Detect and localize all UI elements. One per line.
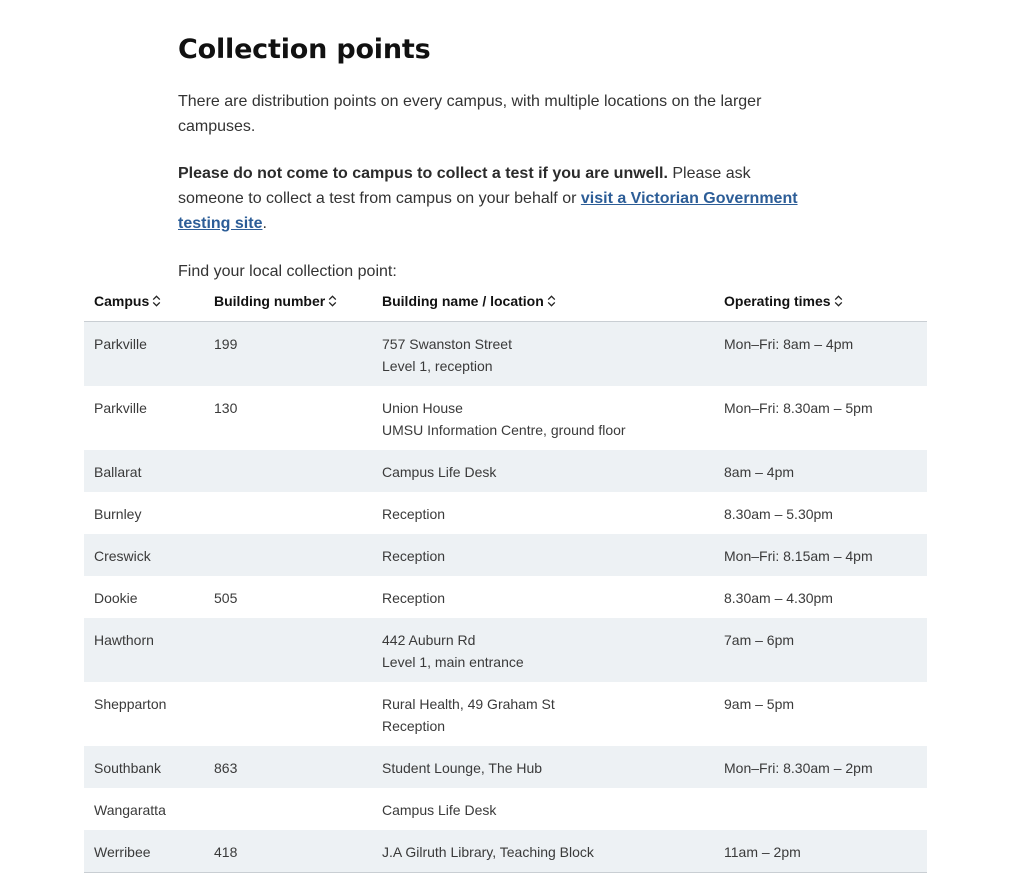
cell-operating-times: Mon–Fri: 8.15am – 4pm bbox=[714, 534, 927, 576]
cell-building-number: 130 bbox=[204, 386, 372, 450]
table-row bbox=[84, 534, 927, 576]
table-row bbox=[84, 788, 927, 830]
building-name-line1: 442 Auburn Rd bbox=[382, 632, 476, 648]
cell-building-number: 863 bbox=[204, 746, 372, 788]
cell-campus: Dookie bbox=[84, 576, 204, 618]
cell-campus: Parkville bbox=[84, 322, 204, 387]
cell-campus: Creswick bbox=[84, 534, 204, 576]
cell-building-name: Student Lounge, The Hub bbox=[372, 746, 714, 788]
table-header-row bbox=[84, 280, 927, 322]
cell-building-name: Reception bbox=[372, 492, 714, 534]
cell-building-number: 199 bbox=[204, 322, 372, 387]
intro-paragraph: There are distribution points on every campus, with multiple locations on the larger campuses. bbox=[178, 93, 762, 135]
cell-campus: Shepparton bbox=[84, 682, 204, 746]
column-header-label: Building number bbox=[214, 292, 326, 309]
cell-building-name: Reception bbox=[372, 534, 714, 576]
building-name-line2: Level 1, reception bbox=[382, 358, 493, 374]
cell-campus: Werribee bbox=[84, 830, 204, 873]
table-row bbox=[84, 618, 927, 682]
cell-operating-times: Mon–Fri: 8.30am – 5pm bbox=[714, 386, 927, 450]
cell-building-number bbox=[204, 682, 372, 746]
cell-building-name bbox=[372, 618, 714, 682]
cell-campus: Burnley bbox=[84, 492, 204, 534]
table-row bbox=[84, 450, 927, 492]
column-header-campus[interactable] bbox=[84, 280, 204, 322]
cell-building-number: 418 bbox=[204, 830, 372, 873]
table-row bbox=[84, 682, 927, 746]
cell-campus: Hawthorn bbox=[84, 618, 204, 682]
collection-points-table-wrapper bbox=[84, 280, 927, 873]
sort-updown-icon bbox=[152, 295, 161, 307]
warning-text: Please ask someone to collect a test from campus on your behalf or bbox=[178, 165, 751, 207]
cell-building-name bbox=[372, 322, 714, 387]
cell-building-number bbox=[204, 534, 372, 576]
cell-campus: Ballarat bbox=[84, 450, 204, 492]
cell-building-number bbox=[204, 492, 372, 534]
table-row bbox=[84, 386, 927, 450]
column-header-label: Campus bbox=[94, 292, 150, 309]
cell-building-number: 505 bbox=[204, 576, 372, 618]
table-row bbox=[84, 492, 927, 534]
warning-paragraph bbox=[178, 161, 818, 236]
cell-operating-times bbox=[714, 788, 927, 830]
cell-campus: Wangaratta bbox=[84, 788, 204, 830]
cell-building-name bbox=[372, 682, 714, 746]
cell-building-name bbox=[372, 386, 714, 450]
collection-points-table bbox=[84, 280, 927, 873]
cell-building-number bbox=[204, 618, 372, 682]
building-name-line1: Rural Health, 49 Graham St bbox=[382, 696, 555, 712]
main-content bbox=[178, 30, 818, 284]
cell-building-name: Campus Life Desk bbox=[372, 450, 714, 492]
sort-updown-icon bbox=[834, 295, 843, 307]
cell-campus: Southbank bbox=[84, 746, 204, 788]
cell-operating-times: Mon–Fri: 8am – 4pm bbox=[714, 322, 927, 387]
cell-operating-times: 8.30am – 4.30pm bbox=[714, 576, 927, 618]
warning-end: . bbox=[262, 215, 267, 232]
cell-building-number bbox=[204, 788, 372, 830]
sort-updown-icon bbox=[328, 295, 337, 307]
column-header-building-number[interactable] bbox=[204, 280, 372, 322]
table-row bbox=[84, 576, 927, 618]
cell-building-name: J.A Gilruth Library, Teaching Block bbox=[372, 830, 714, 873]
column-header-label: Operating times bbox=[724, 292, 831, 309]
building-name-line2: Level 1, main entrance bbox=[382, 654, 524, 670]
cell-campus: Parkville bbox=[84, 386, 204, 450]
cell-operating-times: 8am – 4pm bbox=[714, 450, 927, 492]
building-name-line1: 757 Swanston Street bbox=[382, 336, 512, 352]
warning-bold-text: Please do not come to campus to collect a test if you are unwell. bbox=[178, 165, 668, 182]
cell-operating-times: 9am – 5pm bbox=[714, 682, 927, 746]
cell-operating-times: 8.30am – 5.30pm bbox=[714, 492, 927, 534]
sort-updown-icon bbox=[547, 295, 556, 307]
cell-building-name: Reception bbox=[372, 576, 714, 618]
table-row bbox=[84, 746, 927, 788]
column-header-operating-times[interactable] bbox=[714, 280, 927, 322]
cell-operating-times: Mon–Fri: 8.30am – 2pm bbox=[714, 746, 927, 788]
table-row bbox=[84, 830, 927, 873]
building-name-line2: UMSU Information Centre, ground floor bbox=[382, 422, 626, 438]
cell-building-name: Campus Life Desk bbox=[372, 788, 714, 830]
cell-operating-times: 11am – 2pm bbox=[714, 830, 927, 873]
find-collection-point-text: Find your local collection point: bbox=[178, 263, 397, 280]
building-name-line2: Reception bbox=[382, 718, 446, 734]
cell-operating-times: 7am – 6pm bbox=[714, 618, 927, 682]
column-header-building-name[interactable] bbox=[372, 280, 714, 322]
building-name-line1: Union House bbox=[382, 400, 463, 416]
page-title: Collection points bbox=[178, 34, 431, 65]
testing-site-link[interactable]: visit a Victorian Government testing site bbox=[178, 190, 798, 232]
cell-building-number bbox=[204, 450, 372, 492]
column-header-label: Building name / location bbox=[382, 292, 544, 309]
table-row bbox=[84, 322, 927, 387]
